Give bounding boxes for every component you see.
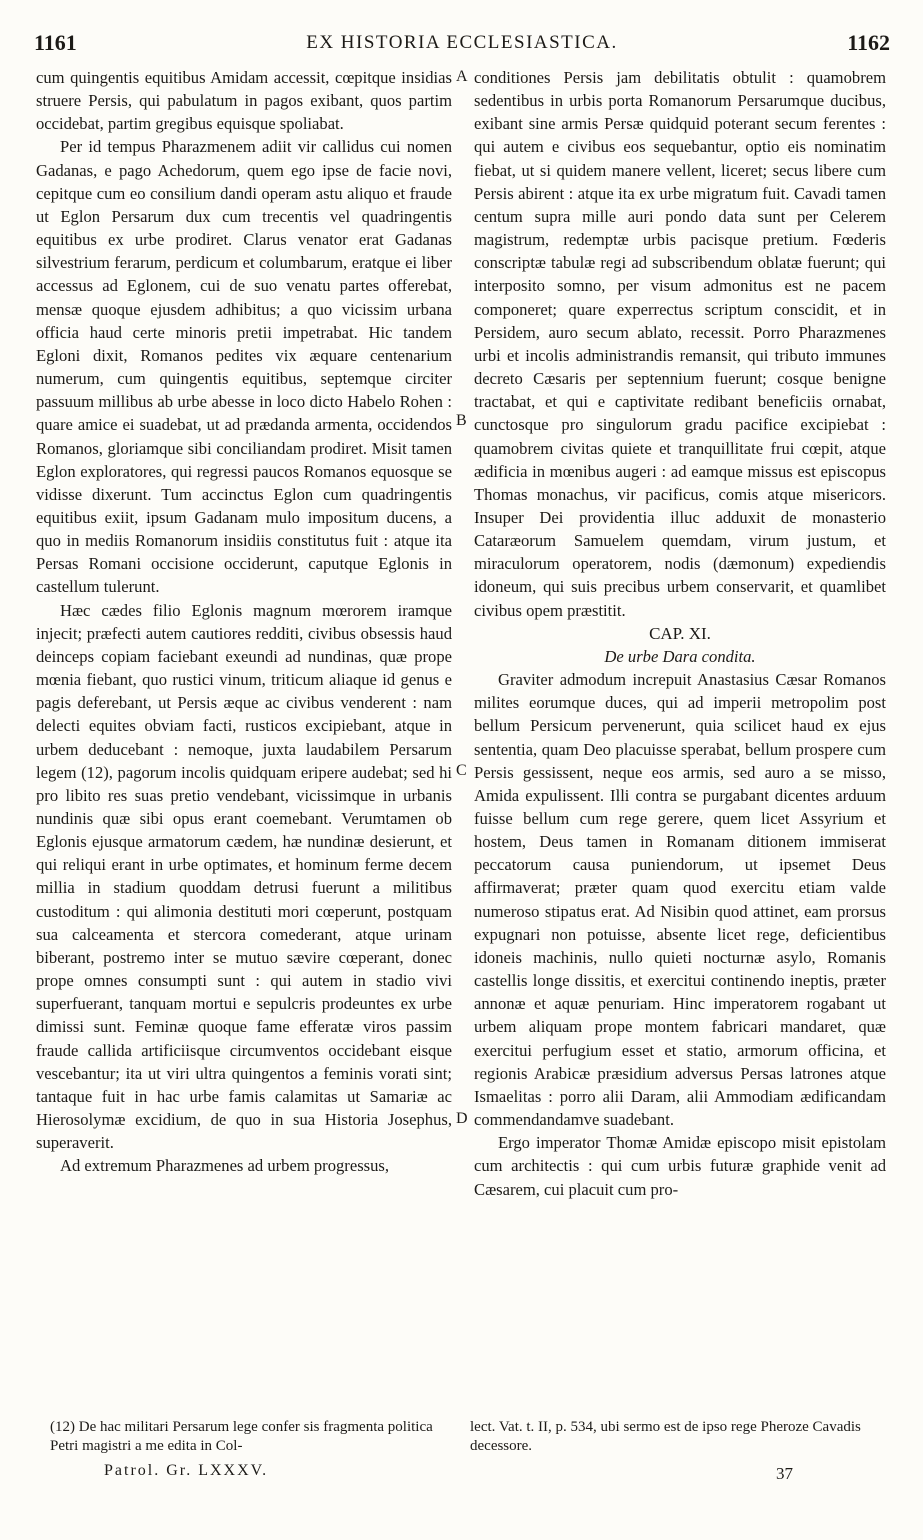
margin-marker-c: C [456, 762, 467, 779]
chapter-title: CAP. XI. [649, 623, 711, 643]
page-number-left: 1161 [34, 30, 77, 55]
page-number-right: 1162 [847, 30, 890, 55]
running-title: EX HISTORIA ECCLESIASTICA. [306, 32, 618, 53]
footnote-left: (12) De hac militari Persarum lege confer sis fragmenta politica Petri magistri a me edita in Col- [50, 1419, 433, 1454]
footnote-right: lect. Vat. t. II, p. 534, ubi sermo est de ipso rege Pheroze Cavadis decessore. [470, 1419, 861, 1454]
paragraph: Ergo imperator Thomæ Amidæ episcopo misit epistolam cum architectis : qui cum urbis futuræ graphide venit ad Cæsarem, cui placuit cum pro- [474, 1133, 886, 1199]
chapter-subtitle: De urbe Dara condita. [604, 646, 756, 666]
margin-marker-d: D [456, 1110, 468, 1127]
paragraph: cum quingentis equitibus Amidam accessit, cœpitque insidias struere Persis, qui pabulatum in pagos exibant, quos partim occidebat, partim gregibus equisque spoliabat. [36, 68, 452, 134]
left-column [36, 66, 452, 1178]
margin-marker-a: A [456, 68, 468, 85]
paragraph: Per id tempus Pharazmenem adiit vir callidus cui nomen Gadanas, e pago Achedorum, quem ego ipse de facie novi, cepitque cum eo consilium dandi operam astu aliquo et fraude ut Eglon Persarum dux cum trecentis vel quadringentis equitibus ex urbe prodiret. Clarus venator erat Gadanas silvestrium ferarum, perdicum et columbarum, eratque ei liber accessus ad Eglonem, cui de suo venatu partes offerebat, mensæ quoque ejusdem adhibitus; a quo vicissim urbana officia haud certe minoris pretii impetrabat. Hic tandem Egloni dixit, Romanos pedites vix æquare centenarium numerum, cum quingentis equitibus, septemque circiter passuum millibus ab urbe abesse in loco dicto Habelo Rohen : quare amice ei suadebat, ut ad prædanda armenta, occidendos Romanos, gloriamque sibi conciliandam prodiret. Misit tamen Eglon exploratores, qui regressi paucos Romanos equosque se vidisse dixerunt. Tum accinctus Eglon cum quadringentis equitibus exiit, ipsum Gadanam mulo impositum ducens, a quo in mediis Romanorum insidiis constitutus fuit : atque ita Persas Romani occisione occiderunt, caputque Eglonis in castellum tulerunt. [36, 137, 452, 597]
running-header [34, 30, 890, 60]
footer-series: Patrol. Gr. LXXXV. [104, 1462, 269, 1479]
paragraph: Graviter admodum increpuit Anastasius Cæsar Romanos milites eorumque duces, qui ad imperii metropolim post bellum Persicum pervenerunt, quia scilicet haud ex ejus sententia, quam Deo placuisse sperabat, bellum prospere cum Persis gessissent, neque eos armis, sed auro a se misso, Amida expulissent. Illi contra se purgabant dicentes arduum fuisse bellum cum rege gerere, quem licet Assyrium et hostem, Deus tamen in Romanam ditionem immiserat peccatorum causa puniendorum, ut ipsemet Deus affirmaverat; præter quam quod exercitu etiam valde numeroso stipatus erat. Ad Nisibin quod attinet, eam prorsus expugnari non potuisse, absente licet rege, deficientibus idoneis machinis, nullo quieti nocturnæ asylo, Romanis castellis longe dissitis, et exercitui continendo ineptis, præter annonæ et aquæ penuriam. Hinc imperatorem rogabant ut urbem aliquam prope montem fabricari mandaret, quæ exercitui perfugium esset et statio, armorum officina, et regionis Arabicæ præsidium adversus Persas latrones atque Ismaelitas : porro alii Daram, alii Ammodiam ædificandam commendandamve suadebant. [474, 670, 886, 1130]
footer-signature: 37 [776, 1464, 793, 1483]
right-column [474, 66, 886, 1201]
paragraph: conditiones Persis jam debilitatis obtulit : quamobrem sedentibus in urbis porta Romanorum Persarumque ducibus, exibant sine armis Persæ quidquid poterant secum ferentes : qui autem e civibus eos sequebantur, optio eis nominatim fiebat, ut si quidem manere vellent, liceret; secus libere cum Persis abirent : atque ita ex urbe migratum fuit. Cavadi tamen centum supra mille auri pondo data sunt per Celerem magistrum, redemptæ urbis pacisque pretium. Fœderis conscriptæ tabulæ regi ad subscribendum oblatæ fuerunt; qui interposito somno, per visum admonitus est ne pacem componeret; quare experrectus scriptum conscidit, et in Persidem, auro secum ablato, recessit. Porro Pharazmenes urbi et incolis administrandis remansit, qui tributo immunes decreto Cæsaris per septennium fuerunt; cosque benigne tractabat, et qui e captivitate redibant beneficiis ornabat, cunctosque pro singulorum gradu pacifice excipiebat : quamobrem civitas quiete et tranquillitate frui cœpit, atque ædificia in mœnibus augeri : ad eamque missus est episcopus Thomas monachus, vir pacificus, comis atque misericors. Insuper Dei providentia illuc adduxit de monasterio Cataræorum Samuelem quemdam, virum justum, et miraculorum operatorem, nodis (dæmonum) expediendis idoneum, qui suis precibus urbem conservarit, et quamlibet civibus opem præstitit. [474, 68, 886, 620]
margin-marker-b: B [456, 412, 467, 429]
paragraph: Hæc cædes filio Eglonis magnum mœrorem iramque injecit; præfecti autem cautiores redditi, civibus obsessis haud deinceps copiam faciebant exeundi ad nundinas, quæ prope mœnia fiebant, quo rustici vinum, triticum aliaque id genus e pagis deferebant, ut Persis æque ac civibus venderent : nam delecti equites obviam facti, rusticos excipiebant, atque in urbem deducebant : nemoque, juxta laudabilem Persarum legem (12), pagorum incolis quidquam eripere audebat; sed hi pro libito res suas pretio vendebant, vicissimque in urbanis nundinis quæ sibi opus erant coemebant. Verumtamen ob Eglonis ejusque armatorum cædem, hæ nundinæ desierunt, et qui reliqui erant in urbe optimates, et hominum ferme decem millia in stadium quoddam detrusi fuerunt a militibus custoditum : qui alimonia destituti mori cœperunt, postquam sua calceamenta et stercora comederant, atque urinam biberant, postremo inter se mutuo sævire cœperant, donec prope omnes consumpti sunt : qui autem in stadio vivi superfuerant, tanquam mortui e sepulcris prodeuntes ex urbe dimissi sunt. Feminæ quoque fame efferatæ viros passim fraude callida artificiisque circumventos occidebant eisque vescebantur; ita ut viri ultra quingentos a feminis vorati sint; tantaque fuit in hac urbe famis calamitas ut Samariæ ac Hierosolymæ excidium, de quo in sua Historia Josephus, superaverit. [36, 600, 452, 1153]
paragraph: Ad extremum Pharazmenes ad urbem progressus, [60, 1156, 390, 1176]
